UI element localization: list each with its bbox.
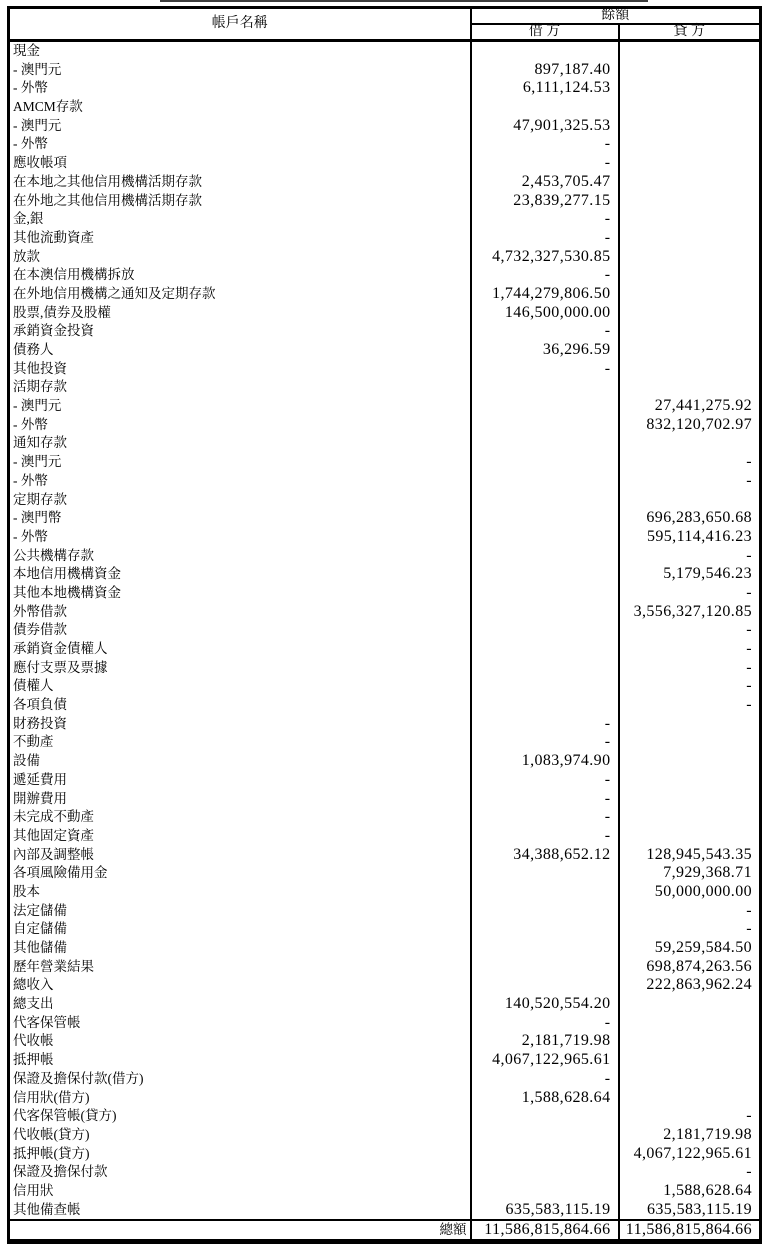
credit-value-cell	[619, 117, 761, 136]
credit-value-cell: 27,441,275.92	[619, 397, 761, 416]
table-row	[9, 621, 761, 640]
credit-value-cell	[619, 1070, 761, 1089]
table-row	[9, 939, 761, 958]
credit-value-cell	[619, 378, 761, 397]
account-name-cell: 現金	[13, 43, 40, 58]
table-row	[9, 827, 761, 846]
credit-value-cell	[619, 491, 761, 510]
debit-value-cell	[471, 378, 619, 397]
table-row	[9, 752, 761, 771]
credit-value-cell: -	[619, 902, 761, 921]
total-debit-value: 11,586,815,864.66	[471, 1220, 619, 1242]
credit-value-cell	[619, 98, 761, 117]
table-row	[9, 509, 761, 528]
table-row	[9, 192, 761, 211]
account-name-cell: 其他固定資產	[13, 827, 94, 843]
credit-value-cell: 128,945,543.35	[619, 846, 761, 865]
debit-value-cell	[471, 98, 619, 117]
account-name-cell: 保證及擔保付款(借方)	[13, 1070, 144, 1086]
account-name-cell: - 澳門元	[13, 117, 62, 133]
debit-value-cell	[471, 939, 619, 958]
account-name-cell: 其他儲備	[13, 940, 67, 955]
debit-value-cell	[471, 883, 619, 902]
table-row	[9, 1201, 761, 1221]
table-row	[9, 1014, 761, 1033]
account-name-cell: 本地信用機構資金	[13, 566, 121, 582]
debit-value-cell	[471, 640, 619, 659]
table-row	[9, 98, 761, 117]
account-name-cell: 開辦費用	[13, 790, 67, 806]
credit-value-cell	[619, 173, 761, 192]
credit-value-cell	[619, 229, 761, 248]
credit-value-cell: 1,588,628.64	[619, 1182, 761, 1201]
table-row	[9, 1163, 761, 1182]
table-row	[9, 173, 761, 192]
account-name-cell: 內部及調整帳	[13, 846, 94, 862]
debit-value-cell	[471, 416, 619, 435]
debit-value-cell: 1,083,974.90	[471, 752, 619, 771]
account-name-cell: - 外幣	[13, 136, 48, 152]
account-name-cell: AMCM存款	[13, 99, 83, 115]
debit-value-cell	[471, 902, 619, 921]
debit-value-cell: 140,520,554.20	[471, 995, 619, 1014]
account-name-cell: 代收帳(貸方)	[13, 1126, 90, 1142]
credit-value-cell: -	[619, 1163, 761, 1182]
credit-value-cell: -	[619, 584, 761, 603]
account-name-cell: - 澳門幣	[13, 510, 62, 526]
debit-value-cell: 6,111,124.53	[471, 79, 619, 98]
table-row	[9, 790, 761, 809]
credit-value-cell: -	[619, 472, 761, 491]
table-row	[9, 659, 761, 678]
table-row	[9, 397, 761, 416]
debit-value-cell	[471, 434, 619, 453]
table-row	[9, 1051, 761, 1070]
credit-value-cell	[619, 1089, 761, 1108]
column-header-credit: 貸 方	[619, 24, 761, 41]
table-row	[9, 1089, 761, 1108]
table-row	[9, 603, 761, 622]
credit-value-cell	[619, 154, 761, 173]
debit-value-cell: 4,067,122,965.61	[471, 1051, 619, 1070]
table-row	[9, 248, 761, 267]
credit-value-cell	[619, 434, 761, 453]
debit-value-cell	[471, 1107, 619, 1126]
debit-value-cell	[471, 864, 619, 883]
debit-value-cell	[471, 1145, 619, 1164]
table-footer	[9, 1220, 761, 1242]
table-row	[9, 528, 761, 547]
credit-value-cell	[619, 1014, 761, 1033]
credit-value-cell	[619, 79, 761, 98]
trial-balance-table	[7, 6, 762, 1244]
table-row	[9, 491, 761, 510]
table-row	[9, 640, 761, 659]
credit-value-cell: -	[619, 1107, 761, 1126]
debit-value-cell: 34,388,652.12	[471, 846, 619, 865]
account-name-cell: 總收入	[13, 977, 54, 993]
credit-value-cell	[619, 733, 761, 752]
credit-value-cell: -	[619, 659, 761, 678]
credit-value-cell	[619, 285, 761, 304]
account-name-cell: 債務人	[13, 342, 54, 357]
debit-value-cell: 2,181,719.98	[471, 1032, 619, 1051]
debit-value-cell	[471, 677, 619, 696]
debit-value-cell: -	[471, 790, 619, 809]
credit-value-cell: 7,929,368.71	[619, 864, 761, 883]
credit-value-cell	[619, 808, 761, 827]
table-row	[9, 696, 761, 715]
account-name-cell: - 澳門元	[13, 61, 62, 77]
account-name-cell: 信用狀(借方)	[13, 1089, 90, 1105]
table-row	[9, 733, 761, 752]
credit-value-cell: 696,283,650.68	[619, 509, 761, 528]
credit-value-cell: 635,583,115.19	[619, 1201, 761, 1221]
table-row	[9, 715, 761, 734]
debit-value-cell: 897,187.40	[471, 61, 619, 80]
account-name-cell: 設備	[13, 753, 40, 769]
credit-value-cell	[619, 304, 761, 323]
total-label: 總額	[439, 1222, 467, 1238]
debit-value-cell	[471, 491, 619, 510]
account-name-cell: 歷年營業結果	[13, 958, 94, 974]
credit-value-cell	[619, 41, 761, 61]
table-row	[9, 360, 761, 379]
account-name-cell: 活期存款	[13, 379, 67, 395]
credit-value-cell: -	[619, 547, 761, 566]
account-name-cell: 未完成不動產	[13, 809, 94, 825]
account-name-cell: 不動產	[13, 734, 54, 750]
debit-value-cell	[471, 958, 619, 977]
debit-value-cell: -	[471, 771, 619, 790]
debit-value-cell	[471, 659, 619, 678]
table-row	[9, 883, 761, 902]
table-row	[9, 229, 761, 248]
table-row	[9, 995, 761, 1014]
credit-value-cell	[619, 210, 761, 229]
debit-value-cell: 146,500,000.00	[471, 304, 619, 323]
debit-value-cell	[471, 565, 619, 584]
account-name-cell: 其他流動資產	[13, 229, 94, 245]
credit-value-cell	[619, 192, 761, 211]
debit-value-cell: 4,732,327,530.85	[471, 248, 619, 267]
account-name-cell: 總支出	[13, 996, 54, 1012]
debit-value-cell: -	[471, 135, 619, 154]
account-name-cell: 放款	[13, 248, 40, 264]
debit-value-cell: 1,588,628.64	[471, 1089, 619, 1108]
debit-value-cell: -	[471, 360, 619, 379]
account-name-cell: 股票,債券及股權	[13, 304, 111, 320]
credit-value-cell	[619, 1051, 761, 1070]
table-row	[9, 304, 761, 323]
account-name-cell: 自定儲備	[13, 921, 67, 937]
debit-value-cell: -	[471, 808, 619, 827]
credit-value-cell	[619, 135, 761, 154]
table-row	[9, 434, 761, 453]
credit-value-cell	[619, 248, 761, 267]
account-name-cell: - 外幣	[13, 472, 48, 488]
debit-value-cell: 635,583,115.19	[471, 1201, 619, 1221]
debit-value-cell	[471, 472, 619, 491]
table-row	[9, 1032, 761, 1051]
account-name-cell: - 外幣	[13, 416, 48, 432]
debit-value-cell: 23,839,277.15	[471, 192, 619, 211]
account-name-cell: 保證及擔保付款	[13, 1164, 108, 1180]
credit-value-cell	[619, 827, 761, 846]
table-row	[9, 864, 761, 883]
column-header-balance: 餘額	[471, 8, 761, 25]
table-row	[9, 1126, 761, 1145]
account-name-cell: - 外幣	[13, 528, 48, 544]
account-name-cell: 抵押帳	[13, 1052, 54, 1068]
credit-value-cell	[619, 715, 761, 734]
table-row	[9, 285, 761, 304]
account-name-cell: 公共機構存款	[13, 547, 94, 563]
credit-value-cell: 832,120,702.97	[619, 416, 761, 435]
debit-value-cell	[471, 397, 619, 416]
account-name-cell: - 澳門元	[13, 454, 62, 470]
table-header	[9, 8, 761, 41]
account-name-cell: 代客保管帳	[13, 1014, 81, 1030]
table-row	[9, 846, 761, 865]
account-name-cell: 債券借款	[13, 622, 67, 638]
account-name-cell: 債權人	[13, 678, 54, 694]
debit-value-cell	[471, 1126, 619, 1145]
debit-value-cell	[471, 41, 619, 61]
table-row	[9, 378, 761, 397]
table-row	[9, 416, 761, 435]
debit-value-cell	[471, 453, 619, 472]
debit-value-cell	[471, 528, 619, 547]
credit-value-cell	[619, 322, 761, 341]
account-name-cell: 代客保管帳(貸方)	[13, 1108, 117, 1124]
credit-value-cell	[619, 341, 761, 360]
table-row	[9, 322, 761, 341]
table-row	[9, 547, 761, 566]
table-row	[9, 1182, 761, 1201]
table-row	[9, 472, 761, 491]
credit-value-cell: -	[619, 640, 761, 659]
account-name-cell: 在本澳信用機構拆放	[13, 267, 135, 283]
debit-value-cell	[471, 509, 619, 528]
debit-value-cell	[471, 547, 619, 566]
account-name-cell: 各項風險備用金	[13, 865, 108, 881]
debit-value-cell: 47,901,325.53	[471, 117, 619, 136]
debit-value-cell: -	[471, 1014, 619, 1033]
credit-value-cell	[619, 771, 761, 790]
debit-value-cell	[471, 603, 619, 622]
credit-value-cell: -	[619, 696, 761, 715]
account-name-cell: - 澳門元	[13, 398, 62, 414]
account-name-cell: 股本	[13, 883, 40, 899]
credit-value-cell	[619, 360, 761, 379]
account-name-cell: 各項負債	[13, 697, 67, 713]
table-row	[9, 117, 761, 136]
debit-value-cell: 36,296.59	[471, 341, 619, 360]
credit-value-cell: -	[619, 621, 761, 640]
debit-value-cell	[471, 1163, 619, 1182]
table-row	[9, 677, 761, 696]
total-row	[9, 1220, 761, 1242]
table-row	[9, 920, 761, 939]
account-name-cell: 外幣借款	[13, 603, 67, 619]
account-name-cell: 法定儲備	[13, 902, 67, 918]
debit-value-cell	[471, 696, 619, 715]
credit-value-cell: -	[619, 920, 761, 939]
account-name-cell: 承銷資金債權人	[13, 641, 108, 656]
table-row	[9, 135, 761, 154]
table-row	[9, 976, 761, 995]
credit-value-cell	[619, 995, 761, 1014]
credit-value-cell	[619, 752, 761, 771]
account-name-cell: 其他本地機構資金	[13, 584, 121, 600]
debit-value-cell: 1,744,279,806.50	[471, 285, 619, 304]
credit-value-cell: -	[619, 677, 761, 696]
account-name-cell: 財務投資	[13, 715, 67, 731]
debit-value-cell: -	[471, 229, 619, 248]
account-name-cell: 抵押帳(貸方)	[13, 1145, 90, 1161]
debit-value-cell	[471, 976, 619, 995]
table-row	[9, 79, 761, 98]
account-name-cell: 在本地之其他信用機構活期存款	[13, 173, 202, 189]
table-row	[9, 154, 761, 173]
account-name-cell: 應付支票及票據	[13, 659, 108, 675]
table-row	[9, 41, 761, 61]
table-row	[9, 266, 761, 285]
table-row	[9, 771, 761, 790]
table-row	[9, 902, 761, 921]
credit-value-cell: 5,179,546.23	[619, 565, 761, 584]
account-name-cell: 金,銀	[13, 211, 44, 227]
account-name-cell: 代收帳	[13, 1033, 54, 1049]
account-name-cell: 定期存款	[13, 491, 67, 507]
account-name-cell: 遞延費用	[13, 771, 67, 787]
debit-value-cell: -	[471, 322, 619, 341]
credit-value-cell: 3,556,327,120.85	[619, 603, 761, 622]
account-name-cell: - 外幣	[13, 80, 48, 96]
table-body	[9, 41, 761, 1221]
credit-value-cell: 59,259,584.50	[619, 939, 761, 958]
table-row	[9, 453, 761, 472]
debit-value-cell: -	[471, 733, 619, 752]
debit-value-cell: -	[471, 154, 619, 173]
table-row	[9, 1145, 761, 1164]
debit-value-cell: -	[471, 266, 619, 285]
table-row	[9, 1070, 761, 1089]
credit-value-cell	[619, 61, 761, 80]
cropped-content-edge	[160, 0, 648, 2]
table-row	[9, 61, 761, 80]
credit-value-cell: 222,863,962.24	[619, 976, 761, 995]
table-row	[9, 808, 761, 827]
credit-value-cell	[619, 790, 761, 809]
debit-value-cell	[471, 621, 619, 640]
account-name-cell: 通知存款	[13, 435, 67, 451]
credit-value-cell	[619, 1032, 761, 1051]
account-name-cell: 承銷資金投資	[13, 323, 94, 339]
debit-value-cell: -	[471, 210, 619, 229]
credit-value-cell: 2,181,719.98	[619, 1126, 761, 1145]
account-name-cell: 應收帳項	[13, 155, 67, 171]
debit-value-cell: 2,453,705.47	[471, 173, 619, 192]
credit-value-cell: 4,067,122,965.61	[619, 1145, 761, 1164]
credit-value-cell: -	[619, 453, 761, 472]
table-row	[9, 584, 761, 603]
debit-value-cell: -	[471, 1070, 619, 1089]
table-row	[9, 958, 761, 977]
debit-value-cell	[471, 1182, 619, 1201]
column-header-debit: 借 方	[471, 24, 619, 41]
credit-value-cell: 698,874,263.56	[619, 958, 761, 977]
account-name-cell: 在外地信用機構之通知及定期存款	[13, 285, 216, 301]
account-name-cell: 在外地之其他信用機構活期存款	[13, 192, 202, 208]
column-header-account-name: 帳戶名稱	[211, 16, 268, 31]
debit-value-cell: -	[471, 827, 619, 846]
debit-value-cell: -	[471, 715, 619, 734]
total-credit-value: 11,586,815,864.66	[619, 1220, 761, 1242]
credit-value-cell: 50,000,000.00	[619, 883, 761, 902]
account-name-cell: 其他備查帳	[13, 1201, 81, 1217]
table-row	[9, 1107, 761, 1126]
credit-value-cell: 595,114,416.23	[619, 528, 761, 547]
table-row	[9, 341, 761, 360]
debit-value-cell	[471, 584, 619, 603]
account-name-cell: 其他投資	[13, 360, 67, 376]
account-name-cell: 信用狀	[13, 1182, 54, 1198]
table-row	[9, 210, 761, 229]
debit-value-cell	[471, 920, 619, 939]
credit-value-cell	[619, 266, 761, 285]
table-row	[9, 565, 761, 584]
